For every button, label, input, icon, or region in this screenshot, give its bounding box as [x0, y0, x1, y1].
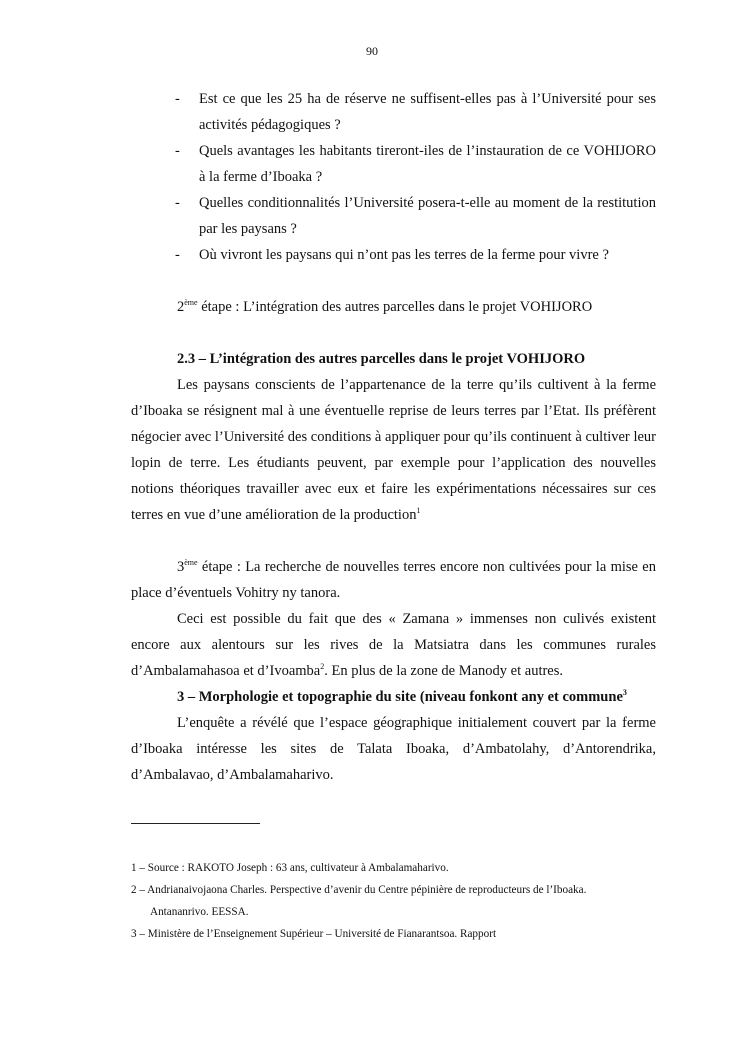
etape-2-number: 2	[177, 299, 185, 315]
question-text: Quelles conditionnalités l’Université posera-t-elle au moment de la restitution par les paysans ?	[199, 195, 656, 237]
list-item	[131, 138, 656, 190]
footnote-2: 2 – Andrianaivojaona Charles. Perspective d’avenir du Centre pépinière de reproducteurs de l’Iboaka.	[131, 884, 587, 896]
bullet-dash: -	[175, 247, 180, 263]
footnote-2-continuation: Antananrivo. EESSA.	[150, 906, 249, 918]
question-list	[131, 86, 656, 268]
footnote-ref-2: 2	[320, 662, 325, 671]
footnote-ref-1: 1	[416, 506, 421, 515]
bullet-dash: -	[175, 91, 180, 107]
etape-3-line	[131, 554, 656, 606]
bullet-dash: -	[175, 195, 180, 211]
question-text: Quels avantages les habitants tireront-iles de l’instauration de ce VOHIJORO à la ferme d’Iboaka ?	[199, 143, 656, 185]
page-number: 90	[366, 44, 378, 58]
footnote-1: 1 – Source : RAKOTO Joseph : 63 ans, cultivateur à Ambalamaharivo.	[131, 862, 449, 874]
etape-3-text: étape : La recherche de nouvelles terres encore non cultivées pour la mise en place d’éventuels Vohitry ny tanora.	[131, 559, 656, 601]
etape-2-text: étape : L’intégration des autres parcelles dans le projet VOHIJORO	[197, 299, 593, 315]
section-3-paragraph: L’enquête a révélé que l’espace géographique initialement couvert par la ferme d’Iboaka intéresse les sites de Talata Iboaka, d’Ambatolahy, d’Antorendrika, d’Ambalavao, d’Ambalamaharivo.	[131, 715, 656, 783]
footnote-3: 3 – Ministère de l’Enseignement Supérieur – Université de Fianarantsoa. Rapport	[131, 928, 497, 940]
section-2-3-text: Les paysans conscients de l’appartenance de la terre qu’ils cultivent à la ferme d’Iboaka se résignent mal à une éventuelle reprise de leurs terres par l’Etat. Ils préfèrent négocier avec l’Université des conditions à appliquer pour qu’ils continuent à cultiver leur lopin de terre. Les étudiants peuvent, par exemple pour l’application des nouvelles notions théoriques travailler avec eux et faire les expérimentations nécessaires sur ces terres en vue d’une amélioration de la production	[131, 377, 656, 523]
question-text: Est ce que les 25 ha de réserve ne suffisent-elles pas à l’Université pour ses activités pédagogiques ?	[199, 91, 656, 133]
section-3-heading	[131, 684, 656, 710]
section-3-heading-text: 3 – Morphologie et topographie du site (niveau fonkont any et commune	[177, 689, 623, 705]
etape-3-sup: ème	[184, 558, 198, 567]
zamana-text-after: . En plus de la zone de Manody et autres.	[324, 663, 564, 679]
footnote-divider	[131, 823, 260, 824]
list-item	[131, 242, 656, 268]
footnotes	[131, 857, 661, 945]
question-text: Où vivront les paysans qui n’ont pas les terres de la ferme pour vivre ?	[199, 247, 609, 263]
etape-2-sup: ème	[184, 298, 198, 307]
list-item	[131, 86, 656, 138]
zamana-text-before: Ceci est possible du fait que des « Zamana » immenses non culivés existent encore aux alentours sur les rives de la Matsiatra dans les communes rurales d’Ambalamahasoa et d’Ivoamba	[131, 611, 656, 679]
page-body	[131, 86, 656, 788]
section-2-3-paragraph	[131, 372, 656, 528]
etape-2-line	[131, 294, 656, 320]
list-item	[131, 190, 656, 242]
section-2-3-heading: 2.3 – L’intégration des autres parcelles dans le projet VOHIJORO	[177, 351, 586, 367]
footnote-ref-3: 3	[622, 688, 627, 697]
etape-3-number: 3	[177, 559, 185, 575]
bullet-dash: -	[175, 143, 180, 159]
zamana-paragraph	[131, 606, 656, 684]
